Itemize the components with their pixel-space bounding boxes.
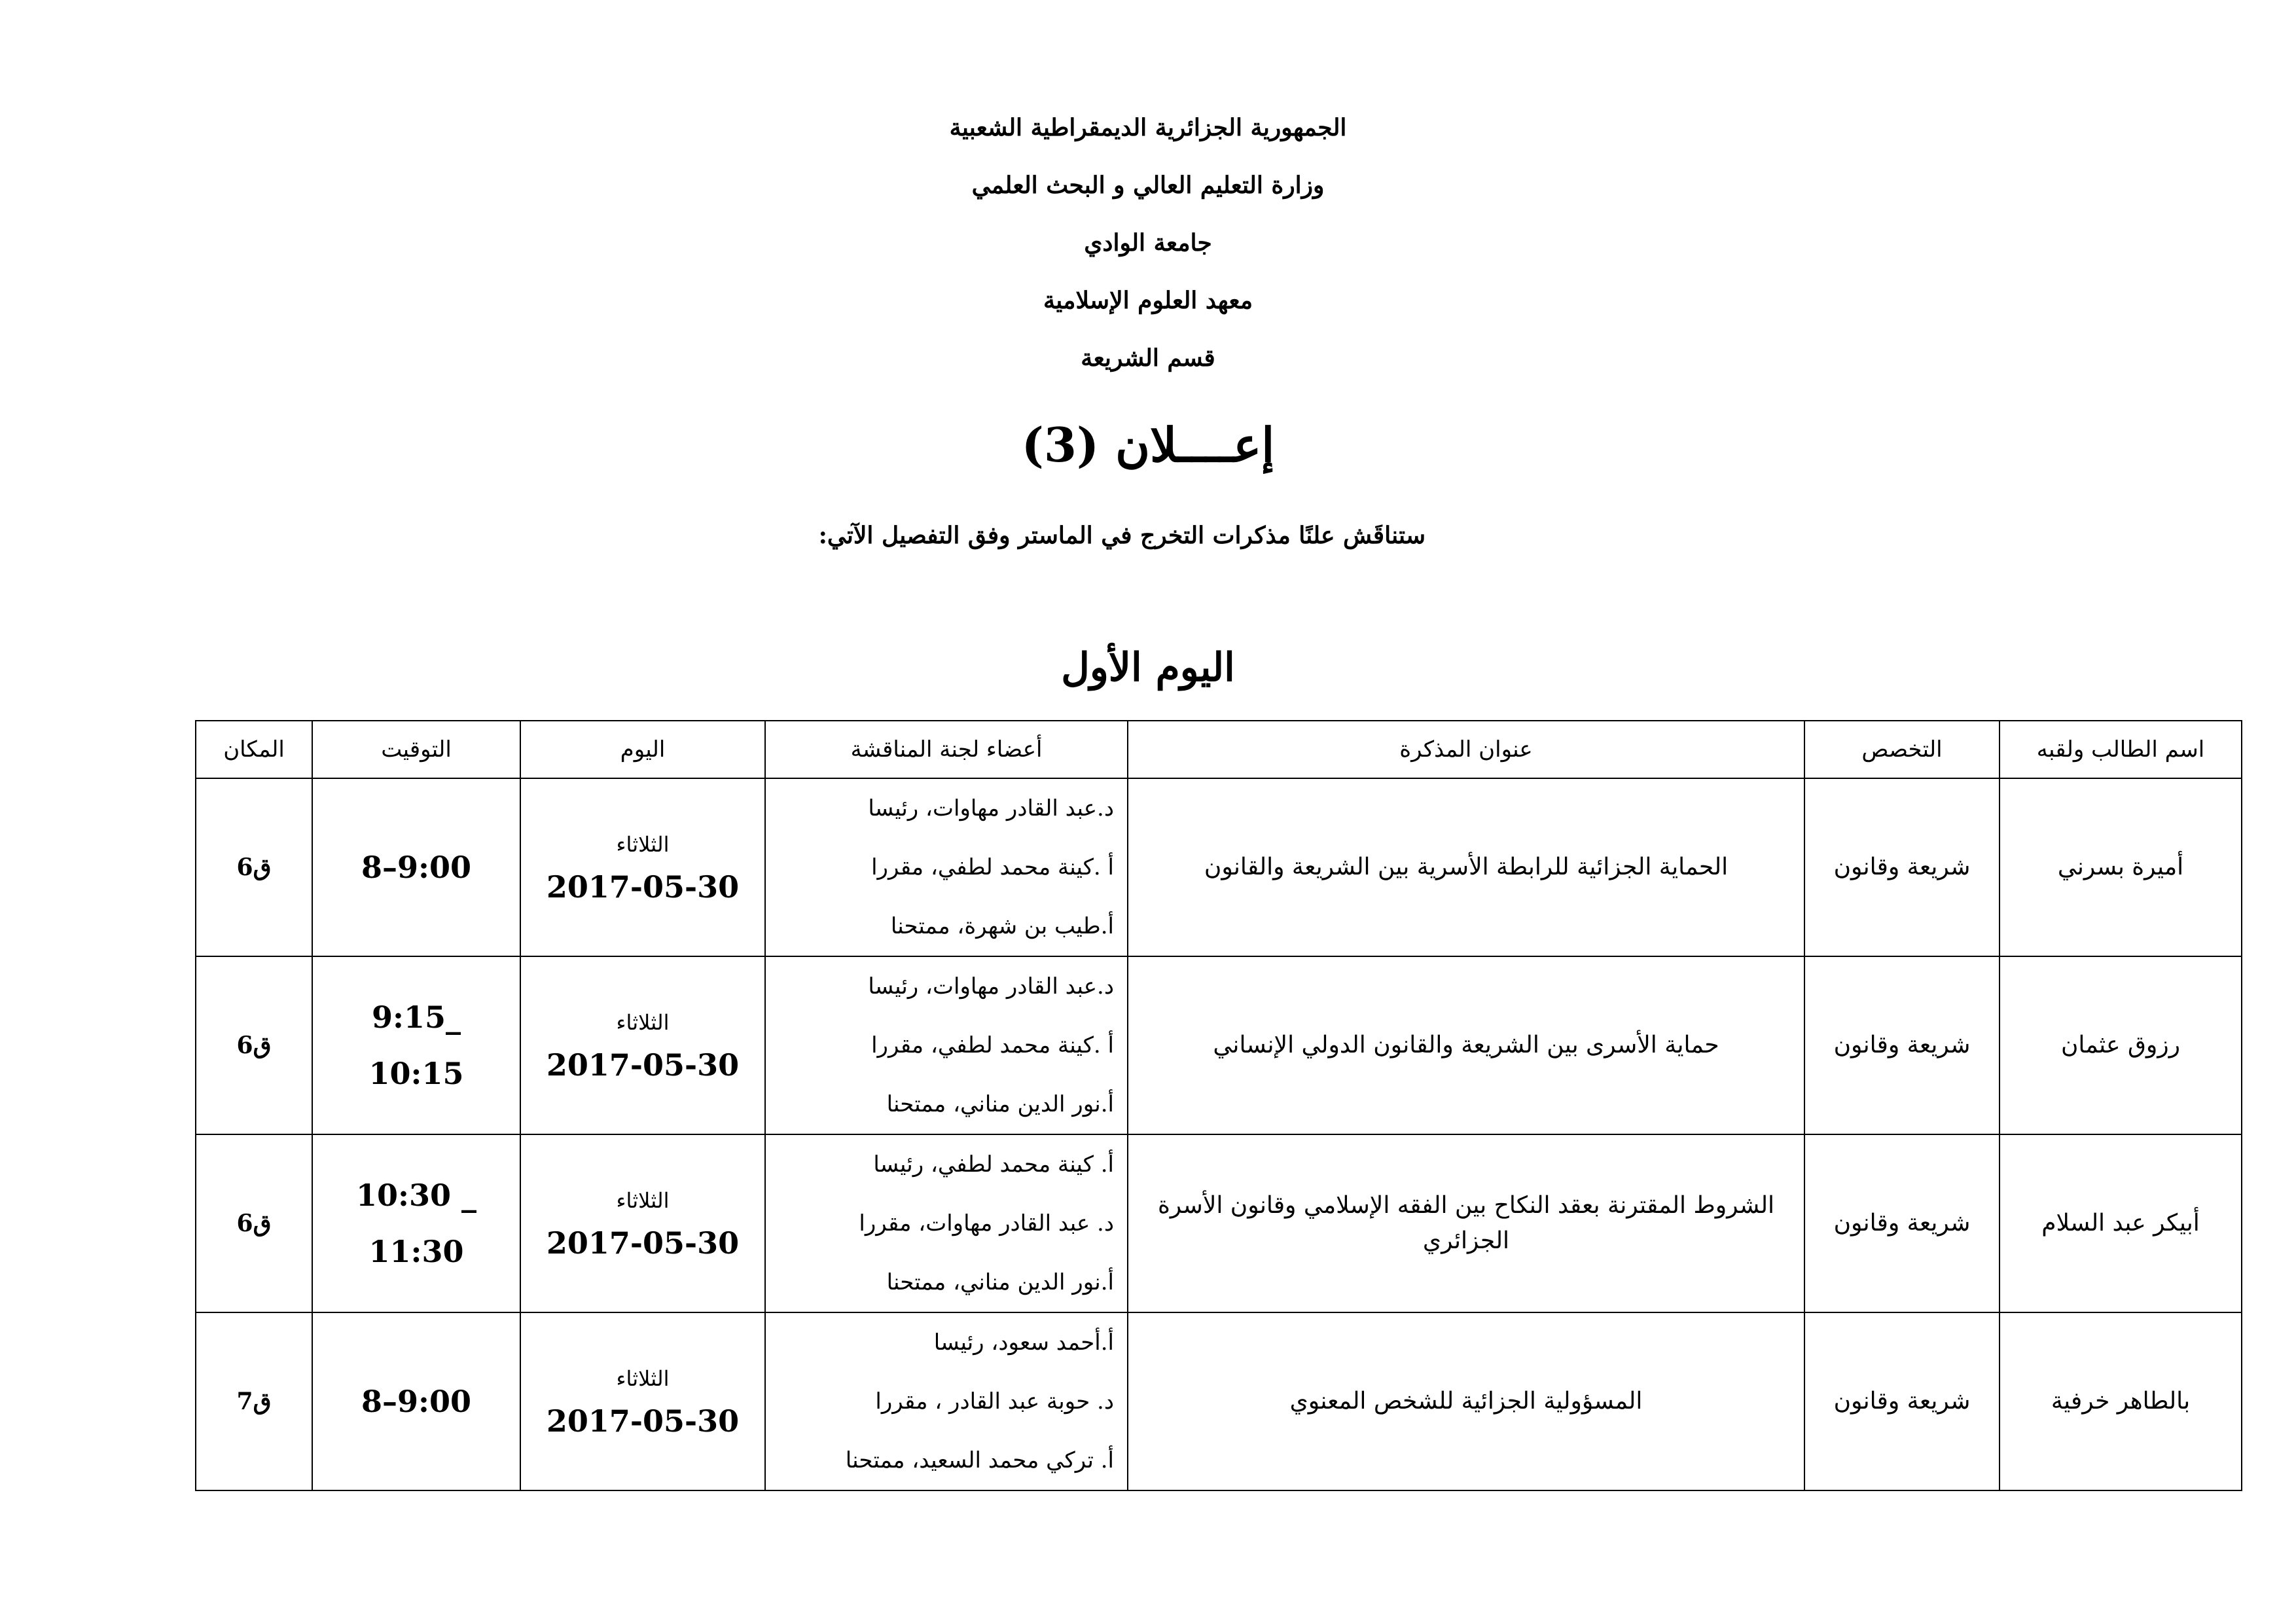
- day-title: اليوم الأول: [1061, 645, 1235, 691]
- table-row: [196, 1134, 2242, 1312]
- jury-cell: [765, 1134, 1128, 1312]
- jury-examiner: أ. تركي محمد السعيد، ممتحنا: [845, 1447, 1114, 1473]
- schedule-table: [195, 720, 2242, 1491]
- day-name: الثلاثاء: [616, 1366, 670, 1391]
- jury-rapporteur: أ .كينة محمد لطفي، مقررا: [871, 854, 1114, 880]
- date: 2017-05-30: [546, 1403, 740, 1439]
- thesis-title: حماية الأسرى بين الشريعة والقانون الدولي الإنساني: [1128, 956, 1804, 1134]
- jury-cell: [765, 1312, 1128, 1490]
- time-start: 9:15_: [371, 1000, 461, 1035]
- jury-president: د.عبد القادر مهاوات، رئيسا: [868, 795, 1114, 821]
- jury-president: أ.أحمد سعود، رئيسا: [933, 1329, 1114, 1356]
- specialty: شريعة وقانون: [1804, 956, 2000, 1134]
- jury-cell: [765, 778, 1128, 956]
- student-name: أميرة بسرني: [2000, 778, 2242, 956]
- time-end: 11:30: [368, 1234, 464, 1269]
- jury-examiner: أ.نور الدين مناني، ممتحنا: [886, 1091, 1114, 1117]
- day-cell: [520, 778, 765, 956]
- student-name: رزوق عثمان: [2000, 956, 2242, 1134]
- day-name: الثلاثاء: [616, 1188, 670, 1213]
- jury-president: د.عبد القادر مهاوات، رئيسا: [868, 973, 1114, 1000]
- header-department: قسم الشريعة: [1081, 344, 1215, 372]
- intro-text: ستناقَش علنًا مذكرات التخرج في الماستر وفق التفصيل الآتي:: [818, 522, 1426, 549]
- thesis-title: المسؤولية الجزائية للشخص المعنوي: [1128, 1312, 1804, 1490]
- table-row: [196, 956, 2242, 1134]
- jury-rapporteur: أ .كينة محمد لطفي، مقررا: [871, 1032, 1114, 1058]
- date: 2017-05-30: [546, 1047, 740, 1083]
- time: 8–9:00: [361, 850, 471, 885]
- time-cell: [312, 956, 520, 1134]
- thesis-title: الشروط المقترنة بعقد النكاح بين الفقه الإسلامي وقانون الأسرة الجزائري: [1128, 1134, 1804, 1312]
- announcement-title: إعــــلان (3): [1021, 417, 1275, 473]
- specialty: شريعة وقانون: [1804, 1134, 2000, 1312]
- table-row: [196, 1312, 2242, 1490]
- header-republic: الجمهورية الجزائرية الديمقراطية الشعبية: [949, 114, 1347, 141]
- room: ق6: [196, 778, 312, 956]
- jury-rapporteur: د. عبد القادر مهاوات، مقررا: [859, 1210, 1114, 1236]
- time-start: 10:30 _: [355, 1178, 477, 1213]
- header-name: اسم الطالب ولقبه: [2000, 721, 2242, 778]
- room: ق6: [196, 1134, 312, 1312]
- jury-rapporteur: د. حوبة عبد القادر ، مقررا: [875, 1388, 1114, 1415]
- day-cell: [520, 956, 765, 1134]
- room: ق7: [196, 1312, 312, 1490]
- header-specialty: التخصص: [1804, 721, 2000, 778]
- day-name: الثلاثاء: [616, 832, 670, 857]
- header-room: المكان: [196, 721, 312, 778]
- room: ق6: [196, 956, 312, 1134]
- table-row: [196, 778, 2242, 956]
- header-ministry: وزارة التعليم العالي و البحث العلمي: [971, 171, 1325, 199]
- table-header-row: [196, 721, 2242, 778]
- date: 2017-05-30: [546, 1225, 740, 1261]
- header-day: اليوم: [520, 721, 765, 778]
- student-name: أبيكر عبد السلام: [2000, 1134, 2242, 1312]
- day-cell: [520, 1134, 765, 1312]
- time-cell: [312, 778, 520, 956]
- header-title: عنوان المذكرة: [1128, 721, 1804, 778]
- header-university: جامعة الوادي: [1084, 229, 1212, 257]
- time: 8–9:00: [361, 1384, 471, 1419]
- header-jury: أعضاء لجنة المناقشة: [765, 721, 1128, 778]
- jury-cell: [765, 956, 1128, 1134]
- student-name: بالطاهر خرفية: [2000, 1312, 2242, 1490]
- day-cell: [520, 1312, 765, 1490]
- jury-examiner: أ.طيب بن شهرة، ممتحنا: [890, 913, 1114, 939]
- jury-president: أ. كينة محمد لطفي، رئيسا: [873, 1151, 1114, 1178]
- specialty: شريعة وقانون: [1804, 1312, 2000, 1490]
- header-institute: معهد العلوم الإسلامية: [1043, 287, 1253, 314]
- day-name: الثلاثاء: [616, 1010, 670, 1035]
- time-cell: [312, 1134, 520, 1312]
- date: 2017-05-30: [546, 869, 740, 905]
- time-cell: [312, 1312, 520, 1490]
- time-end: 10:15: [368, 1056, 464, 1091]
- header-time: التوقيت: [312, 721, 520, 778]
- jury-examiner: أ.نور الدين مناني، ممتحنا: [886, 1269, 1114, 1295]
- thesis-title: الحماية الجزائية للرابطة الأسرية بين الشريعة والقانون: [1128, 778, 1804, 956]
- specialty: شريعة وقانون: [1804, 778, 2000, 956]
